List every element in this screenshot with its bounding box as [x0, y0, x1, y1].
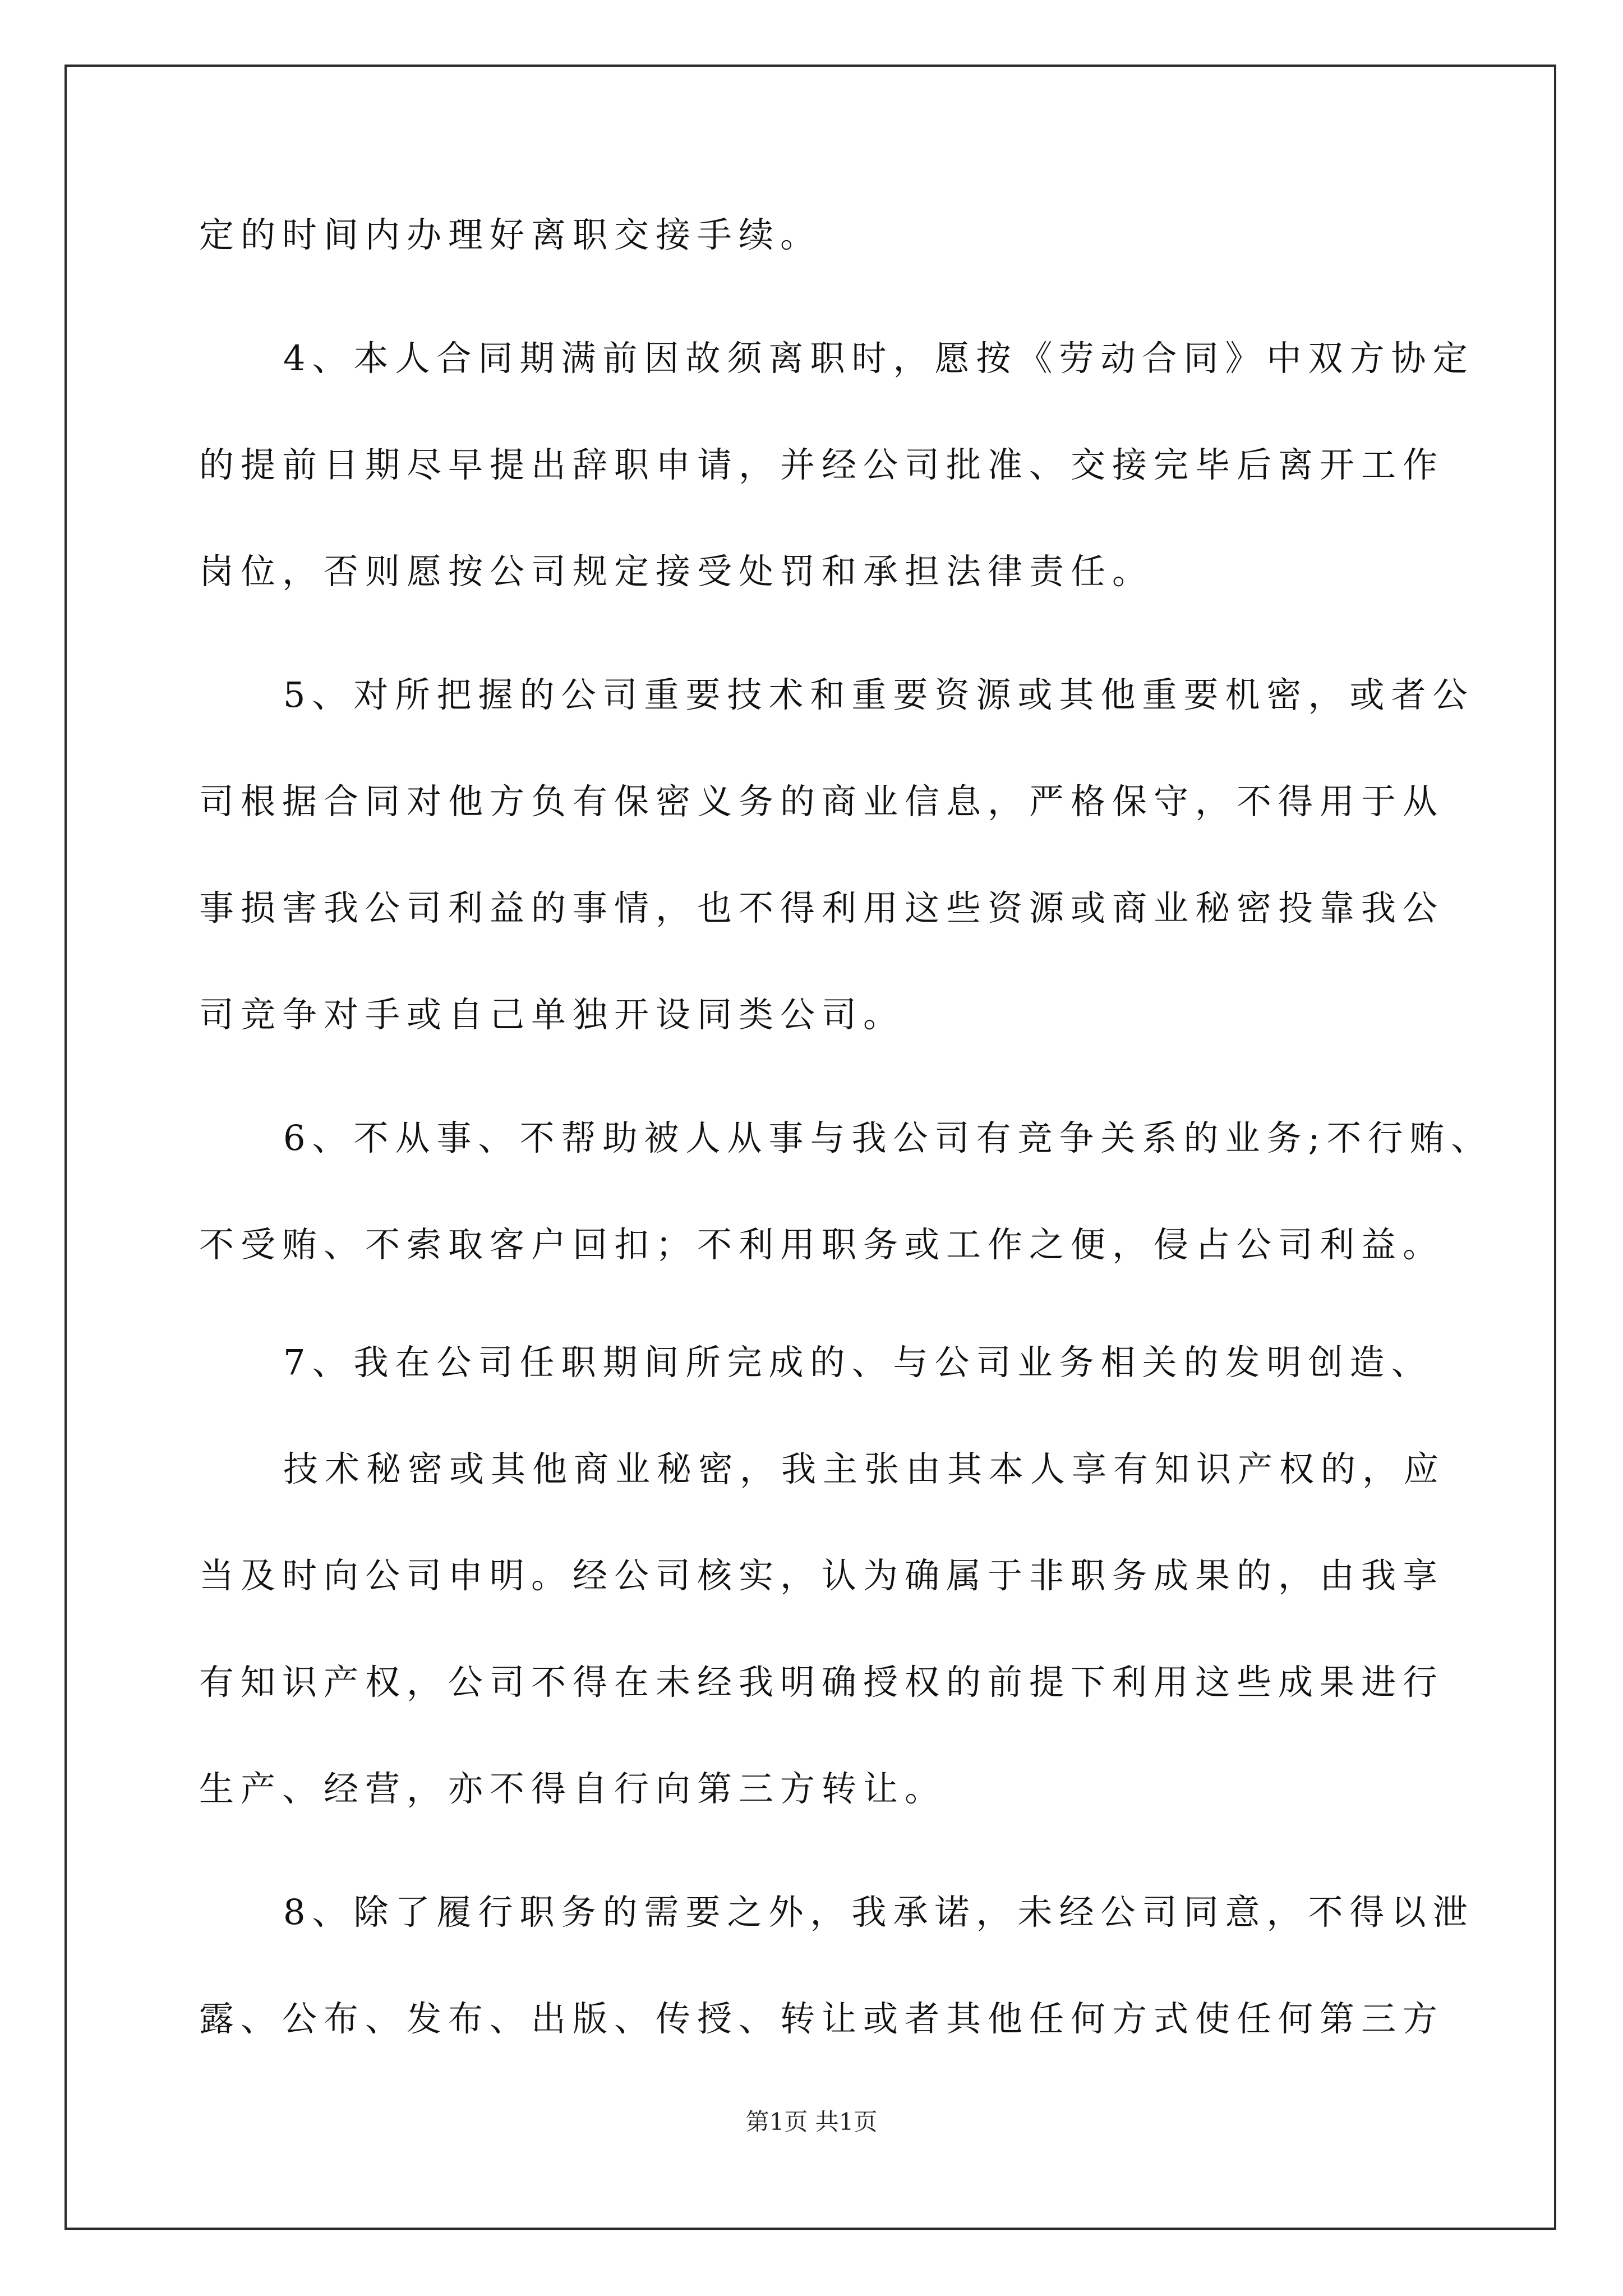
text-line: 生产、经营，亦不得自行向第三方转让。 — [199, 1768, 947, 1809]
text-line: 定的时间内办理好离职交接手续。 — [199, 214, 822, 255]
text-line: 岗位，否则愿按公司规定接受处罚和承担法律责任。 — [199, 551, 1154, 592]
text-line: 的提前日期尽早提出辞职申请，并经公司批准、交接完毕后离开工作 — [199, 444, 1445, 485]
text-line: 司根据合同对他方负有保密义务的商业信息，严格保守，不得用于从 — [199, 781, 1445, 822]
text-line: 技术秘密或其他商业秘密，我主张由其本人享有知识产权的，应 — [283, 1448, 1446, 1489]
text-line: 有知识产权，公司不得在未经我明确授权的前提下利用这些成果进行 — [199, 1662, 1445, 1703]
text-line: 事损害我公司利益的事情，也不得利用这些资源或商业秘密投靠我公 — [199, 887, 1445, 928]
text-line: 5、对所把握的公司重要技术和重要资源或其他重要机密，或者公 — [283, 674, 1474, 715]
text-line: 露、公布、发布、出版、传授、转让或者其他任何方式使任何第三方 — [199, 1998, 1445, 2039]
text-line: 7、我在公司任职期间所完成的、与公司业务相关的发明创造、 — [283, 1342, 1433, 1383]
text-line: 6、不从事、不帮助被人从事与我公司有竞争关系的业务;不行贿、 — [283, 1117, 1493, 1158]
text-line: 司竞争对手或自己单独开设同类公司。 — [199, 994, 905, 1035]
text-line: 当及时向公司申明。经公司核实，认为确属于非职务成果的，由我享 — [199, 1555, 1445, 1596]
text-line: 不受贿、不索取客户回扣；不利用职务或工作之便，侵占公司利益。 — [199, 1224, 1445, 1265]
page-footer: 第1页 共1页 — [745, 2108, 878, 2136]
text-line: 4、本人合同期满前因故须离职时，愿按《劳动合同》中双方协定 — [283, 338, 1474, 379]
text-line: 8、除了履行职务的需要之外，我承诺，未经公司同意，不得以泄 — [283, 1892, 1474, 1932]
